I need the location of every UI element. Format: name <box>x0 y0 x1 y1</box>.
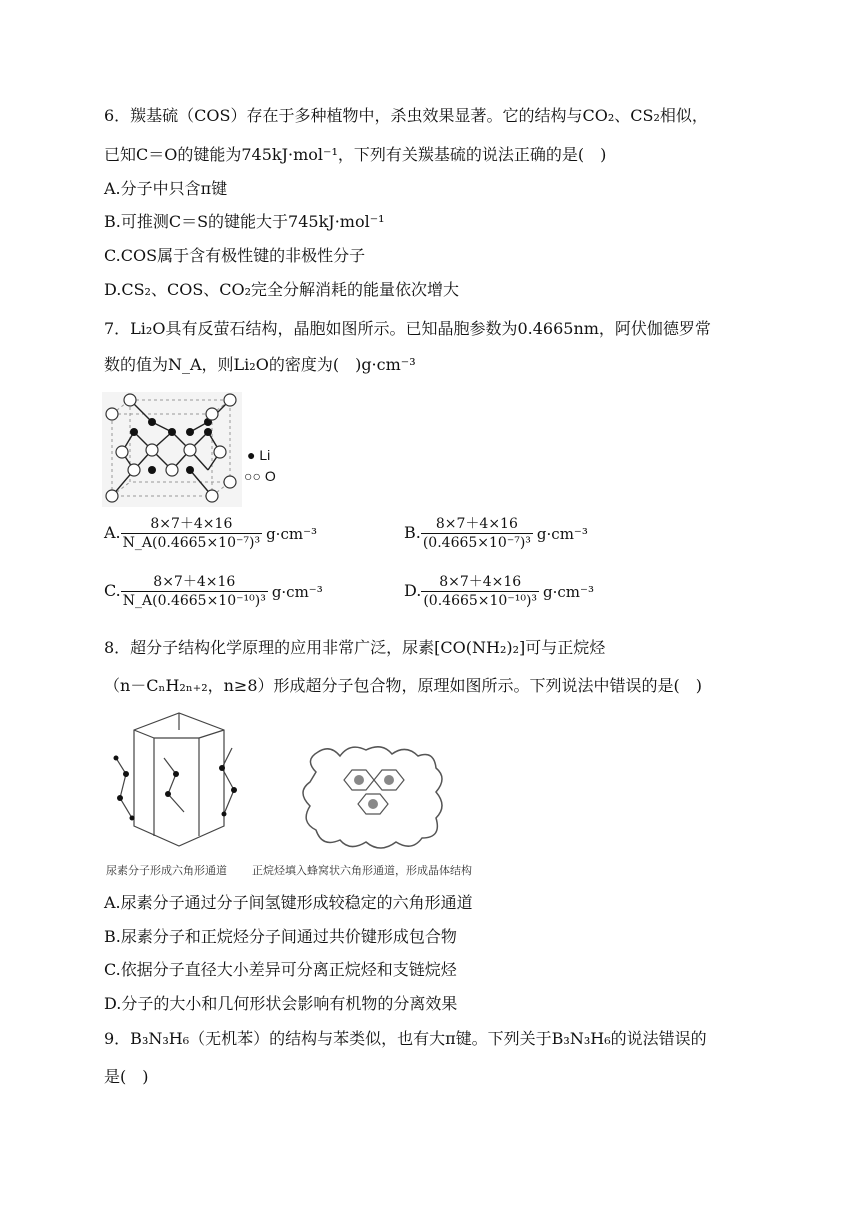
q7-option-a-unit: g·cm⁻³ <box>266 524 318 543</box>
q7-option-a-denominator: N_A(0.4665×10⁻⁷)³ <box>122 535 261 551</box>
q7-stem-line2: 数的值为N_A，则Li₂O的密度为( )g·cm⁻³ <box>104 355 416 374</box>
q7-option-b-label: B. <box>404 523 421 542</box>
q9-stem-line1: 9．B₃N₃H₆（无机苯）的结构与苯类似，也有大π键。下列关于B₃N₃H₆的说法错误的 <box>104 1029 707 1048</box>
li2o-unit-cell-figure <box>102 392 242 507</box>
q7-option-c-label: C. <box>104 581 121 600</box>
q7-option-d-denominator: (0.4665×10⁻¹⁰)³ <box>423 593 538 609</box>
q8-option-c: C.依据分子直径大小差异可分离正烷烃和支链烷烃 <box>104 960 457 979</box>
q7-option-a-label: A. <box>104 523 121 542</box>
q8-stem-line2: （n－CₙH₂ₙ₊₂，n≥8）形成超分子包合物，原理如图所示。下列说法中错误的是( ) <box>104 676 702 695</box>
q8-option-b: B.尿素分子和正烷烃分子间通过共价键形成包合物 <box>104 927 457 946</box>
q6-option-c: C.COS属于含有极性键的非极性分子 <box>104 246 366 265</box>
urea-hexagonal-channel-figure <box>104 708 244 858</box>
q7-option-c-denominator: N_A(0.4665×10⁻¹⁰)³ <box>122 593 266 609</box>
q7-option-a-numerator: 8×7＋4×16 <box>121 515 262 534</box>
legend-o-label: O <box>264 468 276 484</box>
alkane-honeycomb-figure <box>296 742 448 854</box>
q7-option-a <box>104 515 317 552</box>
q7-option-d <box>404 573 594 610</box>
right-figure-caption: 正烷烃填入蜂窝状六角形通道，形成晶体结构 <box>252 864 472 877</box>
q6-stem-line1: 6．羰基硫（COS）存在于多种植物中，杀虫效果显著。它的结构与CO₂、CS₂相似， <box>104 106 708 125</box>
q7-stem-line1: 7．Li₂O具有反萤石结构，晶胞如图所示。已知晶胞参数为0.4665nm，阿伏伽德罗常 <box>104 319 711 338</box>
open-circle-icon: ○○ <box>244 468 261 484</box>
legend-li <box>247 447 270 463</box>
legend-li-label: Li <box>259 447 271 463</box>
q7-option-b <box>404 515 588 552</box>
q7-option-d-unit: g·cm⁻³ <box>543 582 594 601</box>
legend-o <box>244 468 276 484</box>
q9-stem-line2: 是( ) <box>104 1067 149 1086</box>
q8-option-a: A.尿素分子通过分子间氢键形成较稳定的六角形通道 <box>104 893 473 912</box>
q7-option-d-label: D. <box>404 581 422 600</box>
q6-option-b: B.可推测C＝S的键能大于745kJ·mol⁻¹ <box>104 212 385 231</box>
q7-option-b-numerator: 8×7＋4×16 <box>421 515 533 534</box>
q6-option-a: A.分子中只含π键 <box>104 179 228 198</box>
q7-option-c <box>104 573 323 610</box>
q7-option-b-denominator: (0.4665×10⁻⁷)³ <box>422 535 531 551</box>
filled-dot-icon: ● <box>247 447 256 463</box>
q7-option-c-unit: g·cm⁻³ <box>271 582 323 601</box>
q6-stem-line2: 已知C＝O的键能为745kJ·mol⁻¹，下列有关羰基硫的说法正确的是( ) <box>104 145 607 164</box>
q7-option-c-numerator: 8×7＋4×16 <box>121 573 268 592</box>
q8-stem-line1: 8．超分子结构化学原理的应用非常广泛，尿素[CO(NH₂)₂]可与正烷烃 <box>104 638 606 657</box>
left-figure-caption: 尿素分子形成六角形通道 <box>106 864 227 877</box>
q8-option-d: D.分子的大小和几何形状会影响有机物的分离效果 <box>104 994 458 1013</box>
q6-option-d: D.CS₂、COS、CO₂完全分解消耗的能量依次增大 <box>104 280 460 299</box>
q7-option-b-unit: g·cm⁻³ <box>536 524 588 543</box>
q7-option-d-numerator: 8×7＋4×16 <box>421 573 539 592</box>
